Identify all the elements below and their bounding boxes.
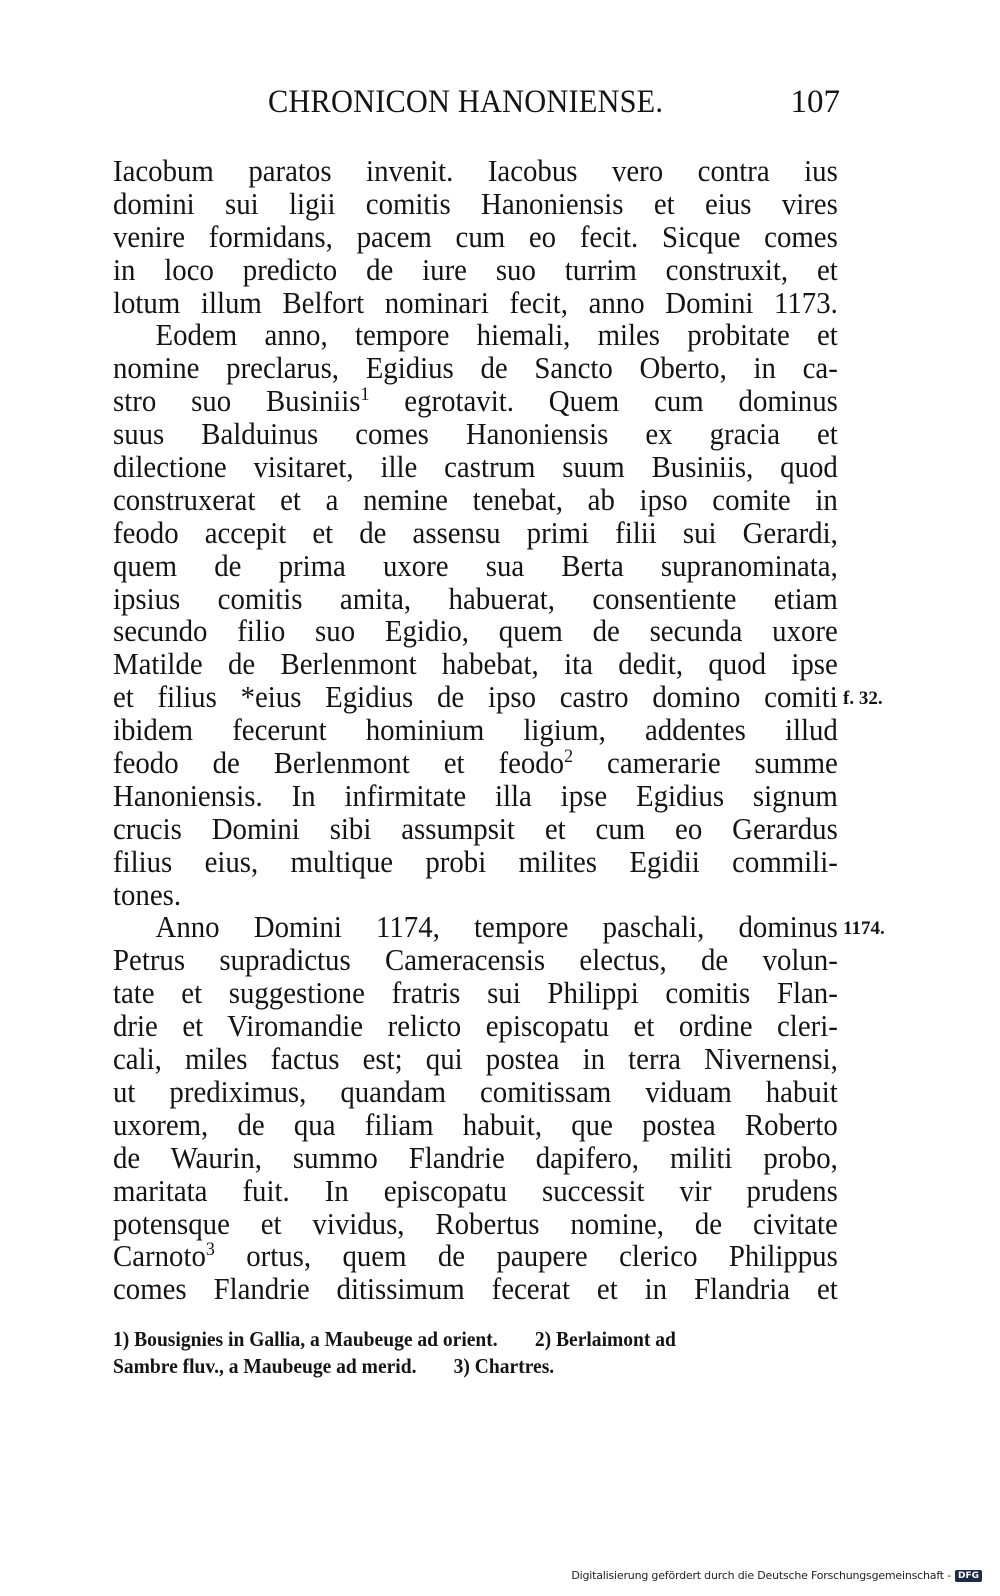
- text-line: domini sui ligii comitis Hanoniensis et eius vires: [113, 186, 838, 221]
- text-line: ut prediximus, quandam comitissam viduam habuit: [113, 1074, 838, 1109]
- text-fragment: ortus, quem de paupere clerico Philippus: [246, 1239, 838, 1274]
- text-line: uxorem, de qua filiam habuit, que postea Roberto: [113, 1107, 838, 1142]
- text-line: venire formidans, pacem cum eo fecit. Sicque comes: [113, 219, 838, 254]
- text-line: Anno Domini 1174, tempore paschali, dominus: [155, 910, 838, 945]
- footnote-2-end: Sambre fluv., a Maubeuge ad merid.: [113, 1354, 417, 1378]
- text-line: tones.: [113, 877, 182, 912]
- text-line: de Waurin, summo Flandrie dapifero, militi probo,: [113, 1140, 838, 1175]
- text-line: potensque et vividus, Robertus nomine, de civitate: [113, 1206, 838, 1241]
- running-head: [110, 84, 840, 128]
- margin-note-year: 1174.: [843, 918, 885, 939]
- text-line: lotum illum Belfort nominari fecit, anno Domini 1173.: [113, 285, 838, 320]
- text-line: nomine preclarus, Egidius de Sancto Oberto, in ca-: [113, 351, 838, 386]
- margin-note-folio: f. 32.: [843, 688, 883, 709]
- text-line: et filius *eius Egidius de ipso castro domino comiti: [113, 680, 838, 715]
- footnote-2-start: 2) Berlaimont ad: [534, 1327, 676, 1351]
- text-fragment: Carnoto: [113, 1239, 206, 1274]
- footnote-marker-3: 3: [205, 1239, 215, 1261]
- text-line: ibidem fecerunt hominium ligium, addentes illud: [113, 713, 838, 748]
- text-line: secundo filio suo Egidio, quem de secunda uxore: [113, 614, 838, 649]
- text-line: comes Flandrie ditissimum fecerat et in Flandria et: [113, 1272, 838, 1307]
- text-line: Eodem anno, tempore hiemali, miles probitate et: [155, 318, 838, 353]
- body-text: [113, 155, 838, 1306]
- footnote-marker-1: 1: [360, 384, 370, 406]
- text-line: dilectione visitaret, ille castrum suum Businiis, quod: [113, 450, 838, 485]
- text-line: quem de prima uxore sua Berta supranominata,: [113, 548, 838, 583]
- text-line: Matilde de Berlenmont habebat, ita dedit, quod ipse: [113, 647, 838, 682]
- text-line: feodo accepit et de assensu primi filii sui Gerardi,: [113, 515, 838, 550]
- text-line: ipsius comitis amita, habuerat, consentiente etiam: [113, 581, 838, 616]
- footnote-line: [113, 1353, 783, 1380]
- credit-text: Digitalisierung gefördert durch die Deutsche Forschungsgemeinschaft -: [571, 1569, 951, 1582]
- text-fragment: egrotavit. Quem cum dominus: [404, 384, 838, 419]
- running-title: CHRONICON HANONIENSE.: [268, 84, 664, 120]
- text-line-with-footnote-2: [113, 747, 838, 780]
- text-line: in loco predicto de iure suo turrim construxit, et: [113, 252, 838, 287]
- text-line: Iacobum paratos invenit. Iacobus vero contra ius: [113, 154, 838, 188]
- footnote-line: [113, 1326, 783, 1353]
- text-line: crucis Domini sibi assumpsit et cum eo Gerardus: [113, 811, 838, 846]
- text-line: Petrus supradictus Cameracensis electus, de volun-: [113, 943, 838, 978]
- text-line: maritata fuit. In episcopatu successit vir prudens: [113, 1173, 838, 1208]
- text-fragment: stro suo Businiis: [113, 384, 361, 419]
- footnote-3: 3) Chartres.: [453, 1354, 555, 1378]
- text-line: tate et suggestione fratris sui Philippi comitis Flan-: [113, 976, 838, 1011]
- text-line: Hanoniensis. In infirmitate illa ipse Egidius signum: [113, 778, 838, 813]
- text-fragment: camerarie summe: [607, 746, 838, 781]
- footnote-1: 1) Bousignies in Gallia, a Maubeuge ad orient.: [113, 1327, 498, 1351]
- text-line: suus Balduinus comes Hanoniensis ex gracia et: [113, 417, 838, 452]
- text-line-with-footnote-3: [113, 1240, 838, 1273]
- text-line: drie et Viromandie relicto episcopatu et ordine cleri-: [113, 1009, 838, 1044]
- text-line: cali, miles factus est; qui postea in terra Nivernensi,: [113, 1042, 838, 1077]
- footnote-marker-2: 2: [564, 746, 574, 768]
- digitization-credit: [571, 1569, 982, 1582]
- footnotes: [113, 1326, 833, 1380]
- text-line: filius eius, multique probi milites Egidii commili-: [113, 844, 838, 879]
- dfg-logo: DFG: [955, 1570, 982, 1582]
- text-line: construxerat et a nemine tenebat, ab ipso comite in: [113, 482, 838, 517]
- page-number: 107: [790, 84, 840, 120]
- text-fragment: feodo de Berlenmont et feodo: [113, 746, 565, 781]
- text-line-with-footnote-1: [113, 385, 838, 418]
